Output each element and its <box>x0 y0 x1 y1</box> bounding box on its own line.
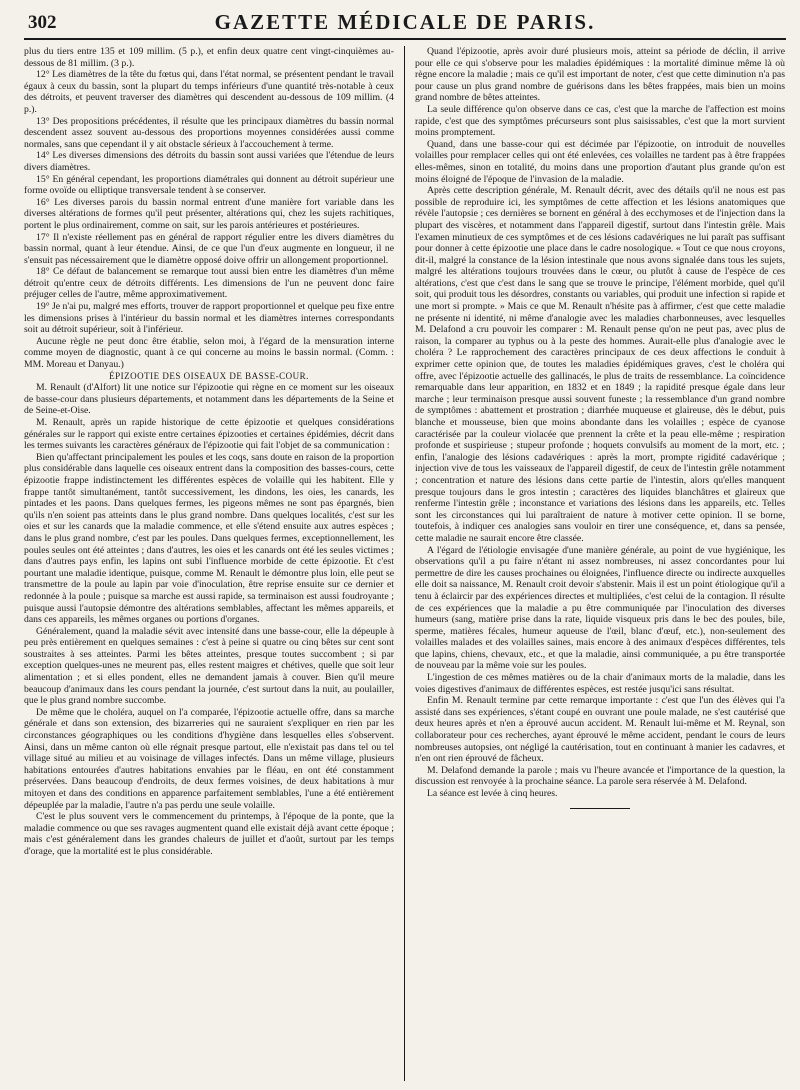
paragraph: M. Delafond demande la parole ; mais vu l'heure avancée et l'importance de la question, la discussion est renvoyée à la prochaine séance. La parole sera réservée à M. Delafond. <box>415 764 785 788</box>
columns <box>24 46 786 1081</box>
paragraph: Bien qu'affectant principalement les poules et les coqs, sans doute en raison de la proportion plus considérable dans laquelle ces oiseaux entrent dans la composition des basses-cours, cette épizootie frappe indistinctement les différentes espèces de volaille qui les habitent. Elle y frappe tantôt simultanément, tantôt successivement, les dindons, les oies, les canards, les pintades et les paons. Dans quelques fermes, les pigeons mêmes ne sont pas épargnés, bien qu'ils n'en soient pas atteints dans le plus grand nombre. Dans quelques localités, c'est sur les oies et sur les canards que la maladie commence, et elle s'étend ensuite aux autres espèces ; dans le plus grand nombre, c'est par les poules. Dans quelques fermes, exceptionnellement, les poules seules ont été atteintes ; dans d'autres, les oies et les canards ont été les seules victimes ; dans d'autres pays enfin, les lapins ont subi l'influence morbide de cette épizootie. Et c'est pourtant une maladie identique, puisque, comme M. Renault le démontre plus loin, elle peut se transmettre de la poule au lapin par voie d'inoculation, être reprise ensuite sur ce dernier et redonnée à la poule ; puisque sa marche est aussi rapide, sa terminaison est aussi foudroyante ; puisque aussi l'autopsie démontre des altérations semblables, affectant les mêmes appareils, et dans ces appareils, les mêmes organes ou portions d'organes. <box>24 451 394 626</box>
paragraph: Quand, dans une basse-cour qui est décimée par l'épizootie, on introduit de nouvelles volailles pour remplacer celles qui ont été enlevées, ces volailles ne tardent pas à être frappées elles-mêmes, sinon en totalité, du moins dans une proportion d'autant plus grande qu'on est moins éloigné de l'époque de l'invasion de la maladie. <box>415 138 785 185</box>
paragraph: 16° Les diverses parois du bassin normal entrent d'une manière fort variable dans les diverses altérations de formes qu'il peut présenter, altérations qui, chez les sujets rachitiques, portent le plus ordinairement, comme on sait, sur les parois antérieures et postérieures. <box>24 196 394 231</box>
paragraph: Généralement, quand la maladie sévit avec intensité dans une basse-cour, elle la dépeuple à peu près entièrement en quelques semaines : c'est à peine si quatre ou cinq bêtes sur cent sont soustraites à ses atteintes. Parmi les bêtes atteintes, presque toutes succombent ; si par exception quelques-unes ne meurent pas, elles restent maigres et chétives, quelle que soit leur alimentation ; et si elles pondent, elles ne demandent jamais à couver. Bien qu'il meure beaucoup d'animaux dans les cours pendant la journée, c'est surtout dans la nuit, au poulailler, que le plus grand nombre succombe. <box>24 625 394 707</box>
paragraph: M. Renault, après un rapide historique de cette épizootie et quelques considérations générales sur le rapport qui existe entre certaines épizooties et certaines épidémies, décrit dans les termes suivants les caractères généraux de l'épizootie qui fait l'objet de sa communication : <box>24 417 394 452</box>
paragraph: La seule différence qu'on observe dans ce cas, c'est que la marche de l'affection est moins rapide, c'est que des symptômes précurseurs sont plus saisissables, c'est que la mort survient moins promptement. <box>415 103 785 139</box>
paragraph: 14° Les diverses dimensions des détroits du bassin sont aussi variées que l'étendue de leurs divers diamètres. <box>24 150 394 173</box>
paragraph: L'ingestion de ces mêmes matières ou de la chair d'animaux morts de la maladie, dans les voies digestives d'animaux de différentes espèces, est restée jusqu'ici sans résultat. <box>415 672 785 695</box>
paragraph: Enfin M. Renault termine par cette remarque importante : c'est que l'un des élèves qui l'a assisté dans ses expériences, s'étant coupé en ouvrant une poule malade, ne s'est cautérisé que deux heures après et n'en a éprouvé aucun accident. M. Renault lui-même et M. Reynal, son collaborateur pour ces recherches, ayant éprouvé le même accident, pendant le cours de leurs nombreuses autopsies, ont négligé la cautérisation, tout en continuant à manier les cadavres, et n'en ont rien éprouvé de fâcheux. <box>415 695 785 765</box>
closing-line: La séance est levée à cinq heures. <box>427 788 558 799</box>
paragraph: 13° Des propositions précédentes, il résulte que les principaux diamètres du bassin normal descendent assez souvent au-dessous des proportions moyennes considérées aussi comme normales, sans que cependant il y ait obstacle sérieux à l'accouchement à terme. <box>24 115 394 150</box>
paragraph: 12° Les diamètres de la tête du fœtus qui, dans l'état normal, se présentent pendant le travail égaux à ceux du bassin, sont la plupart du temps inférieurs d'une quantité très-notable à ceux des détroits, et peuvent traverser des diamètres qui descendent au-dessous de 109 millim. (4 p.). <box>24 69 394 115</box>
end-rule <box>570 808 630 809</box>
section-heading: ÉPIZOOTIE DES OISEAUX DE BASSE-COUR. <box>109 370 309 381</box>
paragraph: 17° Il n'existe réellement pas en général de rapport régulier entre les divers diamètres du bassin normal, quant à leur étendue. Ainsi, de ce que l'un d'eux augmente en longueur, il ne s'ensuit pas nécessairement que le diamètre opposé doive offrir un allongement proportionnel. <box>24 231 394 266</box>
paragraph: De même que le choléra, auquel on l'a comparée, l'épizootie actuelle offre, dans sa marche générale et dans son extension, des bizarreries qui ne sauraient s'expliquer en rien par les circonstances géographiques ou les conditions d'hygiène dans lesquelles elles s'observent. Ainsi, dans un même canton où elle régnait presque partout, elle n'existait pas dans tel ou tel village situé au milieu et au voisinage de villages infectés. Dans un même village, plusieurs habitations entourées d'autres habitations envahies par le fléau, en ont été constamment préservées. Dans beaucoup d'endroits, de deux fermes voisines, de deux habitations à mur mitoyen et dans des conditions en apparence parfaitement semblables, l'une a été entièrement dépeuplée par la maladie, l'autre n'a pas perdu une seule volaille. <box>24 706 394 811</box>
paragraph: Après cette description générale, M. Renault décrit, avec des détails qu'il ne nous est pas possible de reproduire ici, les symptômes de cette affection et les lésions anatomiques que révèle l'autopsie ; ces dernières se bornent en général à des ecchymoses et de l'injection dans la plupart des viscères, et notamment dans l'appareil digestif, surtout dans l'intestin grêle. Mais l'examen minutieux de ces symptômes et de ces lésions cadavériques ne lui paraît pas suffisant pour donner à cette épizootie une place dans le cadre nosologique. « Tout ce que nous croyons, dit-il, malgré la constance de la lésion intestinale que nous avons signalée dans tous les sujets, malgré les altérations toujours trouvées dans le cœur, ou plutôt à cause de l'espèce de ces altérations, c'est que c'est dans le sang que se trouve le principe, l'élément morbide, quel qu'il soit, qui produit tous les désordres, constants ou variables, qui produit une infection si rapide et une mort si prompte. » Mais ce que M. Renault n'hésite pas à affirmer, c'est que cette maladie ne présente ni identité, ni même d'analogie avec les maladies charbonneuses, avec lesquelles M. Delafond a cru pouvoir les comparer : M. Renault pense qu'on ne peut pas, avec plus de raison, la comparer au typhus ou à la peste des hommes. Aurait-elle plus d'analogie avec le choléra ? Le rapprochement des caractères principaux de ces deux affections le conduit à exprimer cette opinion que, de toutes les maladies épidémiques graves, c'est le choléra qui offre, avec l'épizootie actuelle des gallinacés, le plus de traits de ressemblance. La coïncidence remarquable dans leur apparition, en 1832 et en 1849 ; la rapidité presque égale dans leur marche ; leur terminaison presque aussi souvent funeste ; la ressemblance d'un grand nombre de symptômes : abattement et prostration ; diarrhée muqueuse et glaireuse, dès le début, puis blanche et mousseuse, bien que moins abondante dans les volailles ; espèce de cyanose caractérisée par la couleur violacée que prennent la crête et la peau elle-même ; respiration profonde et suspirieuse ; stupeur profonde ; hoquets convulsifs au moment de la mort, etc. ; enfin, l'analogie des lésions cadavériques : après la mort, prompte rigidité cadavérique ; injection vive de tous les vaisseaux de l'appareil digestif, de ceux de l'intestin grêle notamment ; concentration et nature des lésions dans cette partie de l'intestin, alors qu'elles manquent presque toujours dans le gros intestin ; caractères des liquides blanchâtres et glaireux que renferme l'intestin grêle ; inconstance et variations des lésions dans les appareils, etc. Telles sont les circonstances qui lui paraîtraient de nature à motiver cette opinion. Il se borne, toutefois, à indiquer ces analogies sans vouloir en tirer une conséquence, et, dans sa pensée, cette maladie ne saurait encore être classée. <box>415 185 785 544</box>
paragraph: 15° En général cependant, les proportions diamétrales qui donnent au détroit supérieur une forme ovoïde ou elliptique transversale tendent à se conserver. <box>24 173 394 197</box>
right-column <box>404 46 785 1081</box>
paragraph: 18° Ce défaut de balancement se remarque tout aussi bien entre les diamètres d'un même détroit qu'entre ceux de détroits différents. Les dimensions de l'un ne peuvent donc faire préjuger celles de l'autre, même approximativement. <box>24 266 394 301</box>
paragraph: plus du tiers entre 135 et 109 millim. (5 p.), et enfin deux quatre cent vingt-cinquièmes au-dessous de 81 millim. (3 p.). <box>24 46 394 69</box>
paragraph: M. Renault (d'Alfort) lit une notice sur l'épizootie qui règne en ce moment sur les oiseaux de basse-cour dans plusieurs départements, et notamment dans les départements de la Seine et de Seine-et-Oise. <box>24 382 394 417</box>
paragraph: Aucune règle ne peut donc être établie, selon moi, à l'égard de la mensuration interne comme moyen de diagnostic, quant à ce qui concerne au moins le bassin normal. (Comm. : MM. Moreau et Danyau.) <box>24 335 394 371</box>
paragraph: C'est le plus souvent vers le commencement du printemps, à l'époque de la ponte, que la maladie commence ou que ses ravages augmentent quand elle existait déjà avant cette époque ; mais c'est généralement dans les grandes chaleurs de juillet et d'août, surtout par les temps d'orage, que la mortalité est le plus considérable. <box>24 811 394 857</box>
page-header <box>24 8 786 40</box>
paragraph: Quand l'épizootie, après avoir duré plusieurs mois, atteint sa période de déclin, il arrive pour elle ce qui s'observe pour les maladies épidémiques : la mortalité diminue même là où règne encore la maladie ; mais ce qu'il est important de noter, c'est que cette diminution n'a pas pour cause un plus grand nombre de guérisons dans les bêtes frappées, mais bien un moins grand nombre de bêtes atteintes. <box>415 46 785 104</box>
paragraph: A l'égard de l'étiologie envisagée d'une manière générale, au point de vue hygiénique, les observations qu'il a pu faire n'étant ni assez nombreuses, ni assez concordantes pour lui permettre de dire les causes prochaines ou éloignées, l'influence directe ou indirecte auxquelles elle doit sa naissance, M. Renault croit devoir s'abstenir. Mais il est un point étiologique qu'il a tenu à éclaircir par des expériences directes et multipliées, c'est celui de la contagion. Il résulte de ces expériences que la maladie a pu être communiquée par l'inoculation des diverses humeurs (sang, matière prise dans la rate, liquide visqueux pris dans le bec des poules, bile, sperme, matières fécales, humeur aqueuse de l'œil, blanc d'œuf, etc.), non-seulement des volailles malades et des volailles saines, mais encore à des animaux d'espèces différentes, tels que lapins, chiens, chevaux, etc., et que la maladie, ainsi communiquée, a pu être transportée de nouveau par la même voie sur les poules. <box>415 544 785 672</box>
paragraph: 19° Je n'ai pu, malgré mes efforts, trouver de rapport proportionnel et quelque peu fixe entre les dimensions prises à l'intérieur du bassin normal et les diamètres internes correspondants soit au détroit supérieur, soit à l'inférieur. <box>24 301 394 336</box>
page-title: GAZETTE MÉDICALE DE PARIS. <box>214 10 596 34</box>
left-column <box>24 46 404 1081</box>
page-number: 302 <box>28 12 57 33</box>
